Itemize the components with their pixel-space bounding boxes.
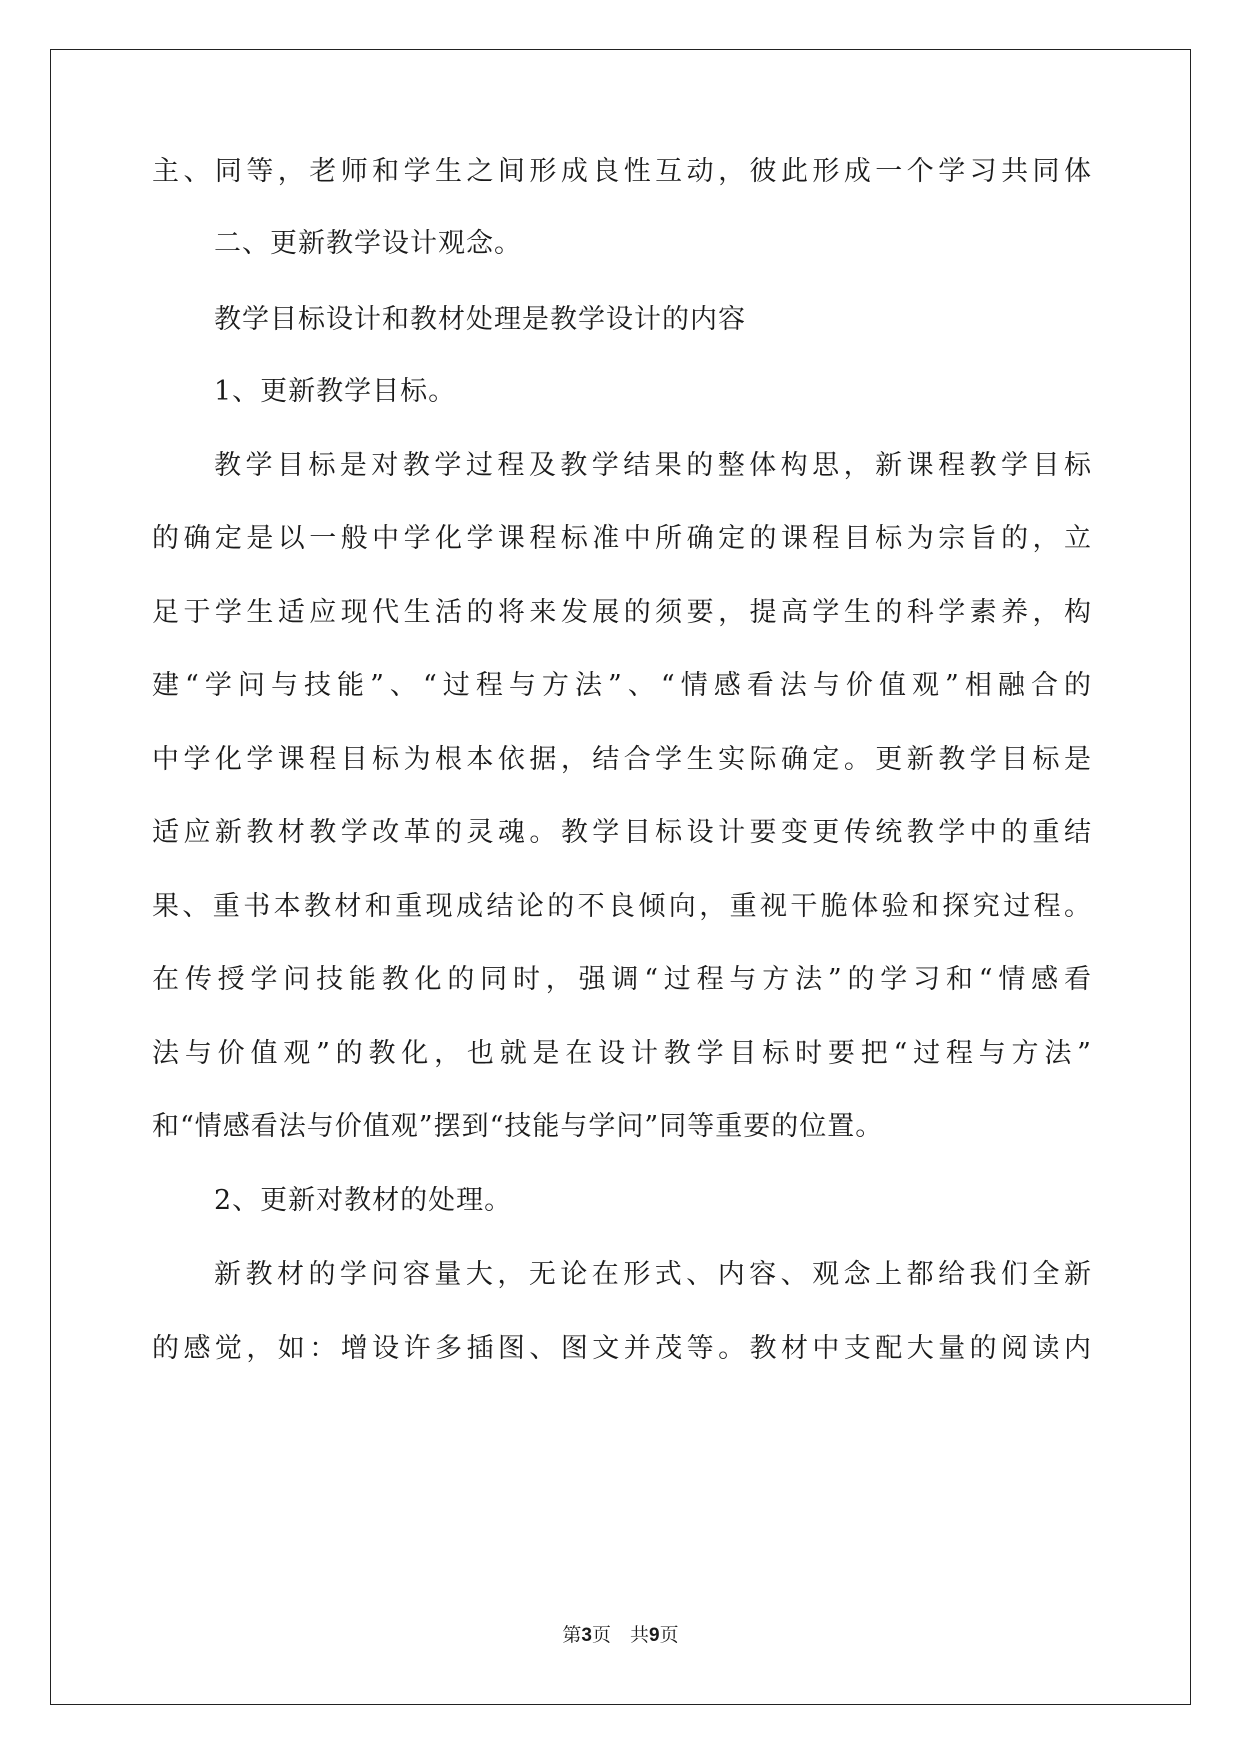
section-heading: 二、更新教学设计观念。	[214, 228, 522, 259]
paragraph-line: 教学目标设计和教材处理是教学设计的内容	[214, 304, 746, 335]
current-page-number: 3	[581, 1625, 592, 1646]
paragraph-line: 的感觉，如：增设许多插图、图文并茂等。教材中支配大量的阅读内	[152, 1333, 1092, 1364]
total-page-number: 9	[649, 1625, 660, 1646]
paragraph-line: 果、重书本教材和重现成结论的不良倾向，重视干脆体验和探究过程。	[152, 891, 1092, 922]
paragraph-line: 在传授学问技能教化的同时，强调“过程与方法”的学习和“情感看	[152, 964, 1092, 995]
page-prefix: 第	[562, 1624, 582, 1646]
page-mid: 页 共	[591, 1624, 649, 1646]
subsection-heading: 2、更新对教材的处理。	[214, 1185, 513, 1216]
page-suffix: 页	[659, 1624, 679, 1646]
paragraph-line: 适应新教材教学改革的灵魂。教学目标设计要变更传统教学中的重结	[152, 817, 1092, 848]
paragraph-line: 的确定是以一般中学化学课程标准中所确定的课程目标为宗旨的，立	[152, 523, 1092, 554]
paragraph-line: 新教材的学问容量大，无论在形式、内容、观念上都给我们全新	[214, 1259, 1092, 1290]
paragraph-line: 和“情感看法与价值观”摆到“技能与学问”同等重要的位置。	[152, 1111, 884, 1142]
paragraph-line: 主、同等，老师和学生之间形成良性互动，彼此形成一个学习共同体	[152, 156, 1092, 187]
paragraph-line: 中学化学课程目标为根本依据，结合学生实际确定。更新教学目标是	[152, 744, 1092, 775]
paragraph-line: 教学目标是对教学过程及教学结果的整体构思，新课程教学目标	[214, 450, 1092, 481]
paragraph-line: 法与价值观”的教化，也就是在设计教学目标时要把“过程与方法”	[152, 1038, 1092, 1069]
paragraph-line: 足于学生适应现代生活的将来发展的须要，提高学生的科学素养，构	[152, 597, 1092, 628]
page-number-footer	[0, 1620, 1241, 1647]
subsection-heading: 1、更新教学目标。	[214, 376, 457, 407]
paragraph-line: 建“学问与技能”、“过程与方法”、“情感看法与价值观”相融合的	[152, 670, 1092, 701]
